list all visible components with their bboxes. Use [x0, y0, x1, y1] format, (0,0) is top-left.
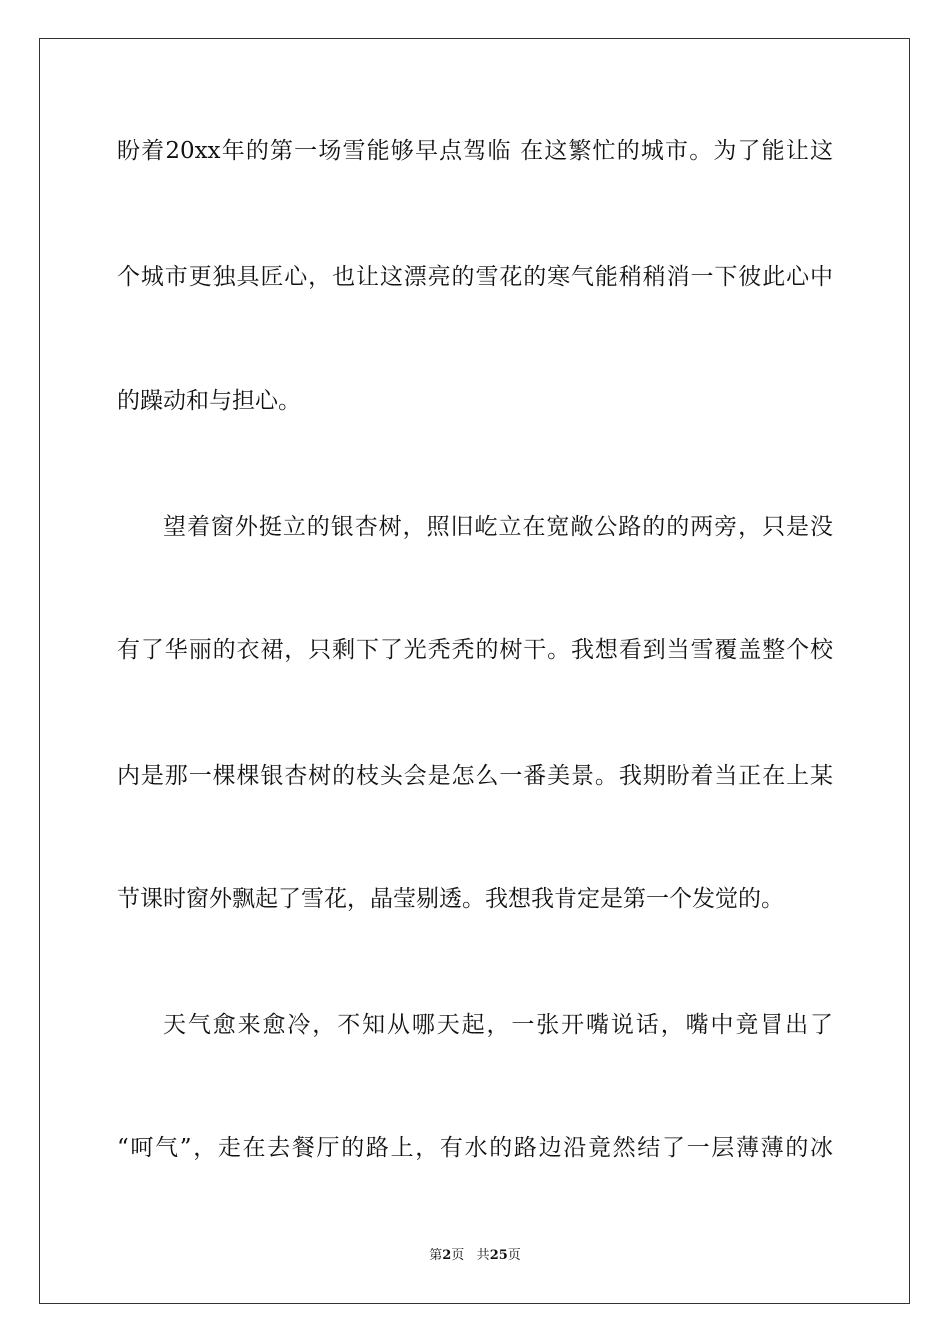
page-footer — [0, 1247, 950, 1265]
page-number: 2 — [442, 1248, 452, 1263]
text-line-6: 内是那一棵棵银杏树的枝头会是怎么一番美景。我期盼着当正在上某 — [117, 763, 833, 789]
text-line-9: “呵气”，走在去餐厅的路上，有水的路边沿竟然结了一层薄薄的冰 — [117, 1135, 833, 1161]
text-line-3: 的躁动和与担心。 — [117, 388, 301, 414]
page-prefix: 第 — [429, 1248, 443, 1263]
text-line-1: 盼着20xx年的第一场雪能够早点驾临 在这繁忙的城市。为了能让这 — [117, 138, 833, 164]
text-line-4: 望着窗外挺立的银杏树，照旧屹立在宽敞公路的的两旁，只是没 — [163, 514, 833, 540]
text-line-5: 有了华丽的衣裙，只剩下了光秃秃的树干。我想看到当雪覆盖整个校 — [117, 637, 833, 663]
page-suffix: 页 — [451, 1248, 465, 1263]
total-pages: 25 — [489, 1248, 508, 1263]
text-line-8: 天气愈来愈冷，不知从哪天起，一张开嘴说话，嘴中竟冒出了 — [163, 1012, 833, 1038]
text-line-2: 个城市更独具匠心，也让这漂亮的雪花的寒气能稍稍消一下彼此心中 — [117, 264, 833, 290]
text-line-7: 节课时窗外飘起了雪花，晶莹剔透。我想我肯定是第一个发觉的。 — [117, 886, 784, 912]
total-prefix: 共 — [476, 1248, 490, 1263]
total-suffix: 页 — [507, 1248, 521, 1263]
page-border — [39, 38, 910, 1304]
